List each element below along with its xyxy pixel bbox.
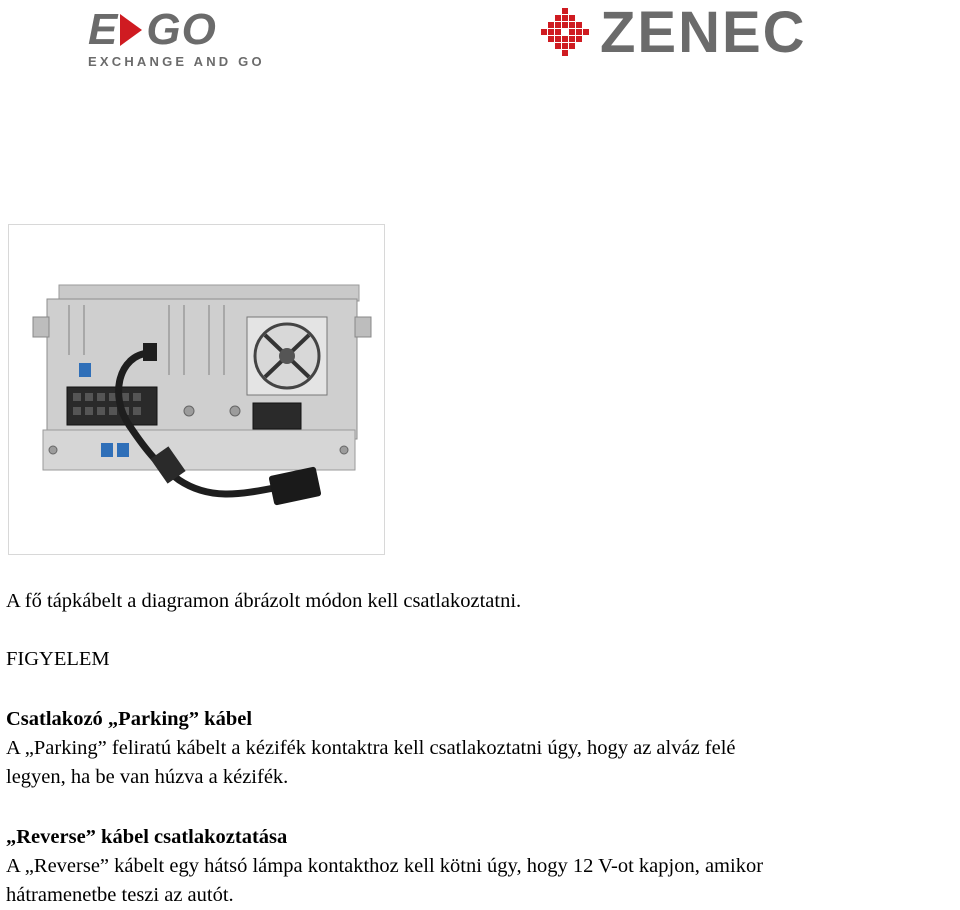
edgo-logo	[88, 5, 300, 69]
parking-heading: Csatlakozó „Parking” kábel	[6, 708, 253, 730]
head-unit-rear-photo	[8, 224, 385, 555]
parking-text-line-2: legyen, ha be van húzva a kézifék.	[6, 766, 289, 788]
warning-label: FIGYELEM	[6, 648, 110, 670]
zenec-logo-wordmark: ZENEC	[600, 0, 807, 65]
zenec-logo	[540, 0, 912, 65]
edgo-arrow-icon	[120, 14, 142, 46]
edgo-logo-e: E	[88, 5, 119, 54]
reverse-text-line-1: A „Reverse” kábelt egy hátsó lámpa kontakthoz kell kötni úgy, hogy 12 V-ot kapjon, amikor	[6, 855, 764, 877]
edgo-logo-tagline: EXCHANGE AND GO	[88, 54, 265, 69]
reverse-text-line-2: hátramenetbe teszi az autót.	[6, 884, 234, 906]
reverse-heading: „Reverse” kábel csatlakoztatása	[6, 826, 288, 848]
zenec-pixel-mark-icon	[540, 8, 590, 58]
edgo-logo-go: GO	[146, 5, 217, 54]
head-unit-rear-illustration	[9, 225, 384, 554]
parking-text-line-1: A „Parking” feliratú kábelt a kézifék kontaktra kell csatlakoztatni úgy, hogy az alváz felé	[6, 737, 736, 759]
intro-text: A fő tápkábelt a diagramon ábrázolt módon kell csatlakoztatni.	[6, 590, 522, 612]
edgo-logo-wordmark	[88, 5, 300, 54]
